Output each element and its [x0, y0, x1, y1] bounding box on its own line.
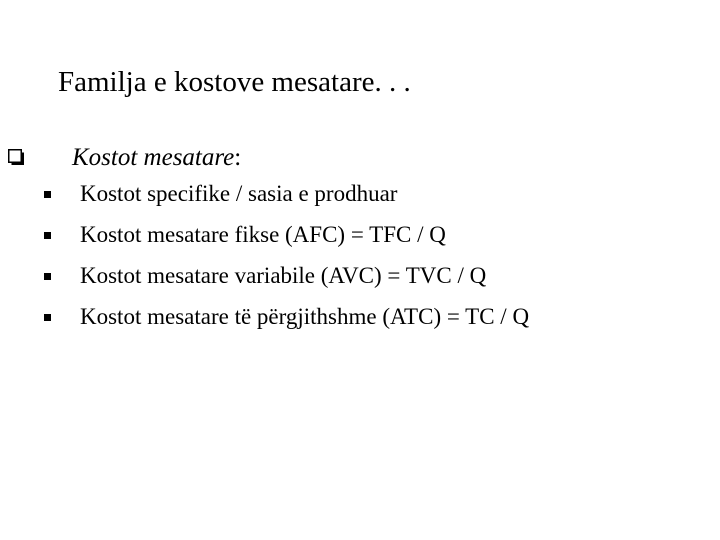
- bullet-level1: [0, 140, 720, 176]
- list-item: [0, 258, 720, 299]
- bullet-level1-label: Kostot mesatare: [72, 144, 235, 171]
- slide-title: Familja e kostove mesatare. . .: [58, 66, 411, 98]
- bullet-level1-colon: :: [234, 144, 242, 171]
- sub-bullet-list: [0, 176, 720, 340]
- square-bullet-icon: [44, 273, 51, 280]
- list-item-text: Kostot mesatare fikse (AFC) = TFC / Q: [80, 222, 446, 247]
- list-item: [0, 176, 720, 217]
- list-item-text: Kostot mesatare variabile (AVC) = TVC / Q: [80, 263, 487, 288]
- checkbox-bullet-icon: [8, 149, 25, 166]
- list-item: [0, 299, 720, 340]
- square-bullet-icon: [44, 191, 51, 198]
- square-bullet-icon: [44, 314, 51, 321]
- list-item-text: Kostot specifike / sasia e prodhuar: [80, 181, 398, 206]
- list-item: [0, 217, 720, 258]
- square-bullet-icon: [44, 232, 51, 239]
- list-item-text: Kostot mesatare të përgjithshme (ATC) = TC / Q: [80, 304, 530, 329]
- bullet-level1-text: [72, 140, 241, 176]
